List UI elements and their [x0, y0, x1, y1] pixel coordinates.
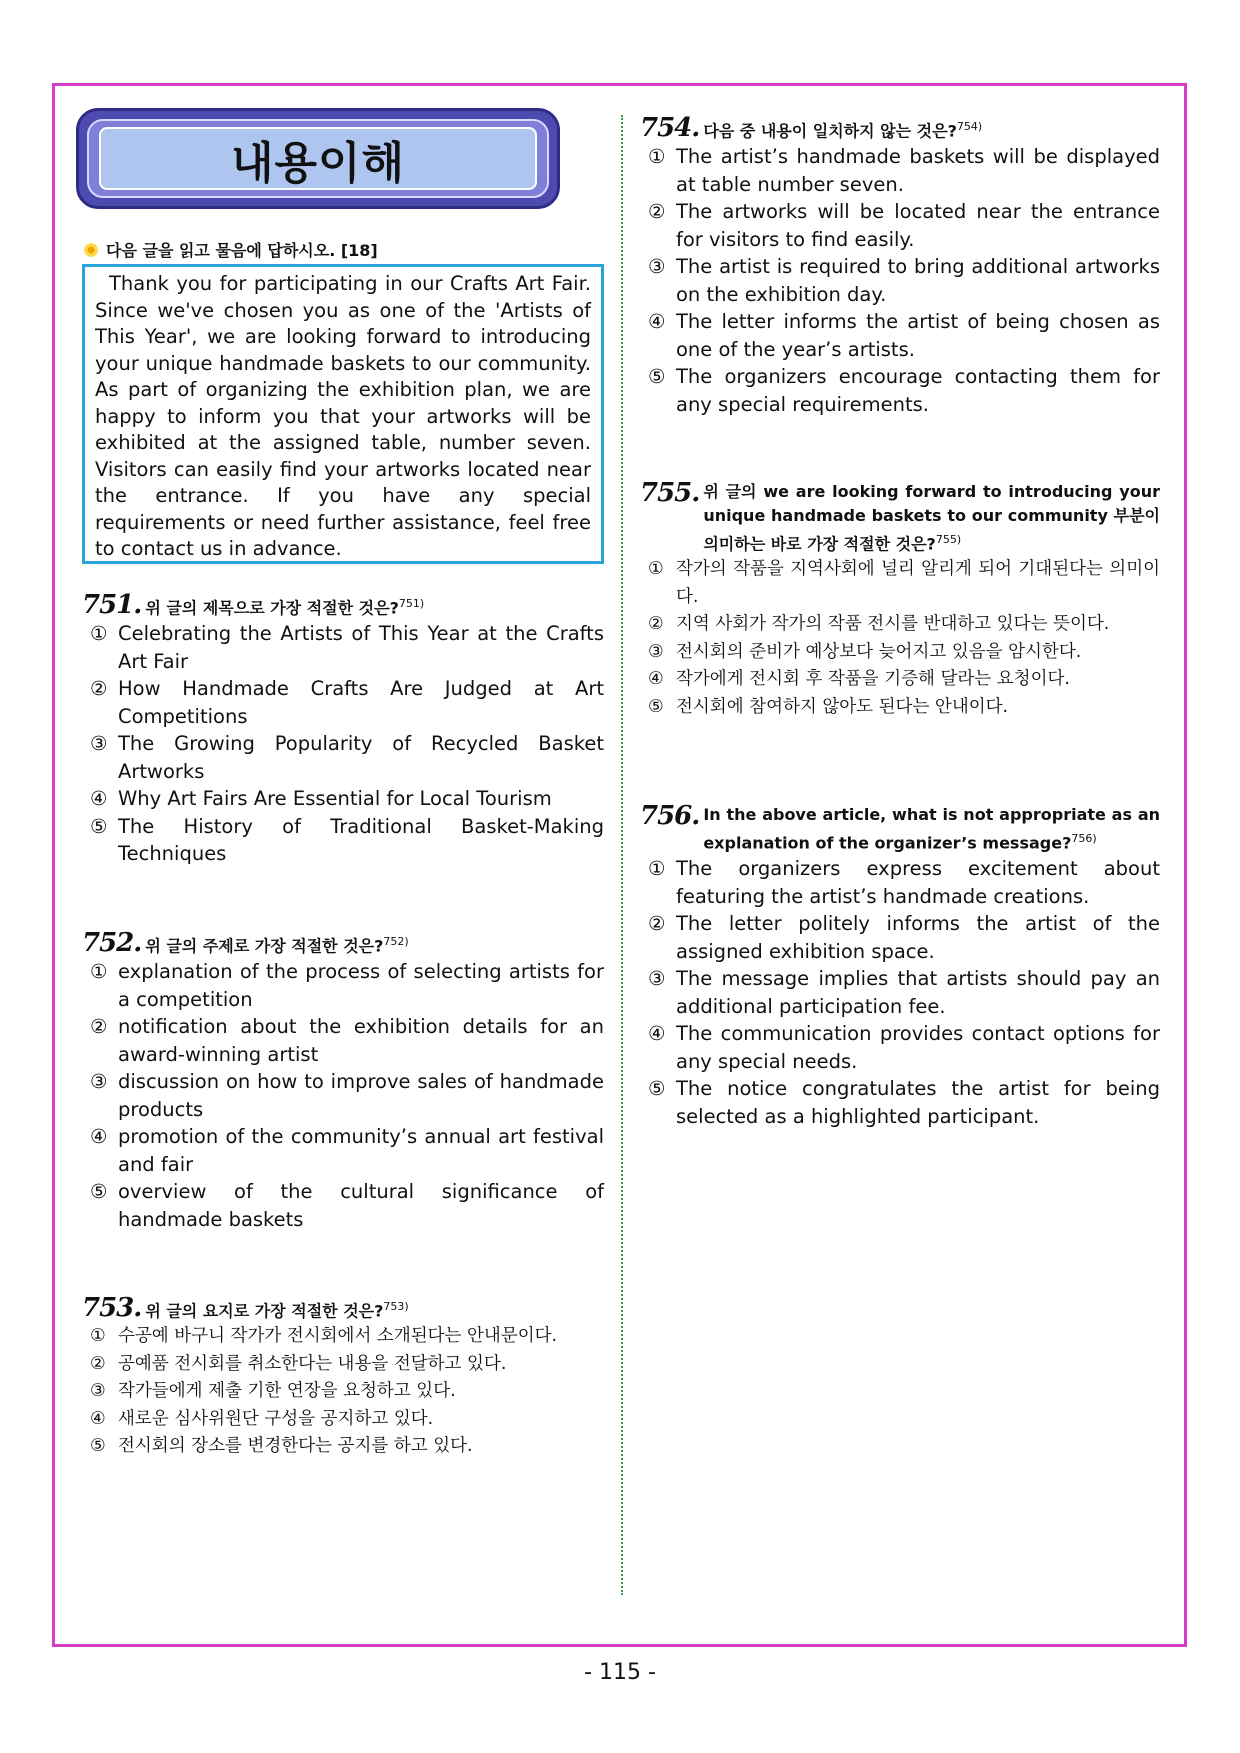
question-ref: 754) — [956, 120, 983, 133]
question-754 — [640, 115, 1160, 418]
answer-option[interactable]: ③ 작가들에게 제출 기한 연장을 요청하고 있다. — [90, 1381, 456, 1402]
question-number: 754. — [640, 113, 700, 144]
question-stem: 위 글의 제목으로 가장 적절한 것은? — [145, 598, 399, 618]
answer-option[interactable]: ③ The message implies that artists should pay an additional participation fee. — [648, 967, 1160, 1018]
answer-option[interactable]: ② How Handmade Crafts Are Judged at Art Competitions — [90, 677, 604, 728]
question-756 — [640, 803, 1160, 1130]
flower-icon — [82, 241, 100, 259]
reading-directive — [82, 238, 378, 261]
answer-option[interactable]: ⑤ The notice congratulates the artist for being selected as a highlighted participant. — [648, 1077, 1160, 1128]
question-number: 756. — [640, 801, 700, 831]
answer-option[interactable]: ③ The artist is required to bring additional artworks on the exhibition day. — [648, 255, 1160, 306]
answer-option[interactable]: ④ The communication provides contact options for any special needs. — [648, 1022, 1160, 1073]
section-title: 내용이해 — [230, 137, 405, 189]
answer-option[interactable]: ② 공예품 전시회를 취소한다는 내용을 전달하고 있다. — [90, 1353, 507, 1374]
answer-option[interactable]: ⑤ overview of the cultural significance of handmade baskets — [90, 1180, 604, 1231]
answer-option[interactable]: ② 지역 사회가 작가의 작품 전시를 반대하고 있다는 뜻이다. — [648, 614, 1110, 635]
answer-option[interactable]: ⑤ The organizers encourage contacting them for any special requirements. — [648, 365, 1160, 416]
answer-option[interactable]: ② The letter politely informs the artist of the assigned exhibition space. — [648, 912, 1160, 963]
reading-passage: Thank you for participating in our Crafts Art Fair. Since we've chosen you as one of the 'Artists of This Year', we are looking forward to introducing your unique handmade baskets to our community. As part of organizing the exhibition plan, we are happy to inform you that your artworks will be exhibited at the assigned table, number seven. Visitors can easily find your artworks located near the entrance. If you have any special requirements or need further assistance, feel free to contact us in advance. — [82, 264, 604, 564]
question-number: 753. — [82, 1293, 142, 1324]
question-stem: 위 글의 요지로 가장 적절한 것은? — [145, 1301, 384, 1321]
answer-option[interactable]: ③ The Growing Popularity of Recycled Basket Artworks — [90, 732, 604, 783]
column-divider — [621, 115, 623, 1595]
answer-option[interactable]: ① explanation of the process of selecting artists for a competition — [90, 960, 604, 1011]
answer-option[interactable]: ⑤ 전시회에 참여하지 않아도 된다는 안내이다. — [648, 696, 1009, 717]
answer-option[interactable]: ③ discussion on how to improve sales of handmade products — [90, 1070, 604, 1121]
answer-option[interactable]: ① 수공예 바구니 작가가 전시회에서 소개된다는 안내문이다. — [90, 1326, 558, 1347]
question-stem: In the above article, what is not appropriate as an explanation of the organizer’s message? — [703, 805, 1160, 853]
directive-text: 다음 글을 읽고 물음에 답하시오. [18] — [106, 241, 378, 260]
question-stem: 위 글의 주제로 가장 적절한 것은? — [145, 936, 384, 956]
question-ref: 756) — [1071, 832, 1097, 845]
question-751 — [82, 592, 604, 868]
question-number: 752. — [82, 928, 142, 959]
question-755 — [640, 480, 1160, 721]
question-ref: 752) — [383, 935, 409, 948]
question-stem: 다음 중 내용이 일치하지 않는 것은? — [703, 121, 957, 141]
question-753 — [82, 1295, 604, 1461]
question-ref: 753) — [383, 1300, 409, 1313]
answer-option[interactable]: ④ Why Art Fairs Are Essential for Local Tourism — [90, 787, 552, 811]
answer-option[interactable]: ① Celebrating the Artists of This Year at the Crafts Art Fair — [90, 622, 604, 673]
answer-option[interactable]: ① The artist’s handmade baskets will be displayed at table number seven. — [648, 145, 1160, 196]
question-ref: 751) — [398, 597, 425, 610]
question-ref: 755) — [935, 533, 962, 546]
answer-option[interactable]: ② notification about the exhibition details for an award-winning artist — [90, 1015, 604, 1066]
answer-option[interactable]: ① 작가의 작품을 지역사회에 널리 알리게 되어 기대된다는 의미이다. — [648, 559, 1160, 607]
question-number: 755. — [640, 478, 700, 508]
answer-option[interactable]: ④ promotion of the community’s annual art festival and fair — [90, 1125, 604, 1176]
answer-option[interactable]: ⑤ 전시회의 장소를 변경한다는 공지를 하고 있다. — [90, 1436, 473, 1457]
answer-option[interactable]: ③ 전시회의 준비가 예상보다 늦어지고 있음을 암시한다. — [648, 641, 1082, 662]
answer-option[interactable]: ④ The letter informs the artist of being chosen as one of the year’s artists. — [648, 310, 1160, 361]
question-752 — [82, 930, 604, 1233]
page-number: - 115 - — [584, 1660, 656, 1685]
answer-option[interactable]: ② The artworks will be located near the entrance for visitors to find easily. — [648, 200, 1160, 251]
question-stem: 위 글의 we are looking forward to introducing your unique handmade baskets to our community 부분이 의미하는 바로 가장 적절한 것은? — [703, 482, 1160, 554]
answer-option[interactable]: ① The organizers express excitement about featuring the artist’s handmade creations. — [648, 857, 1160, 908]
answer-option[interactable]: ④ 작가에게 전시회 후 작품을 기증해 달라는 요청이다. — [648, 669, 1070, 690]
question-number: 751. — [82, 590, 142, 621]
answer-option[interactable]: ⑤ The History of Traditional Basket-Making Techniques — [90, 814, 604, 866]
section-title-badge — [76, 108, 560, 209]
answer-option[interactable]: ④ 새로운 심사위원단 구성을 공지하고 있다. — [90, 1408, 434, 1429]
